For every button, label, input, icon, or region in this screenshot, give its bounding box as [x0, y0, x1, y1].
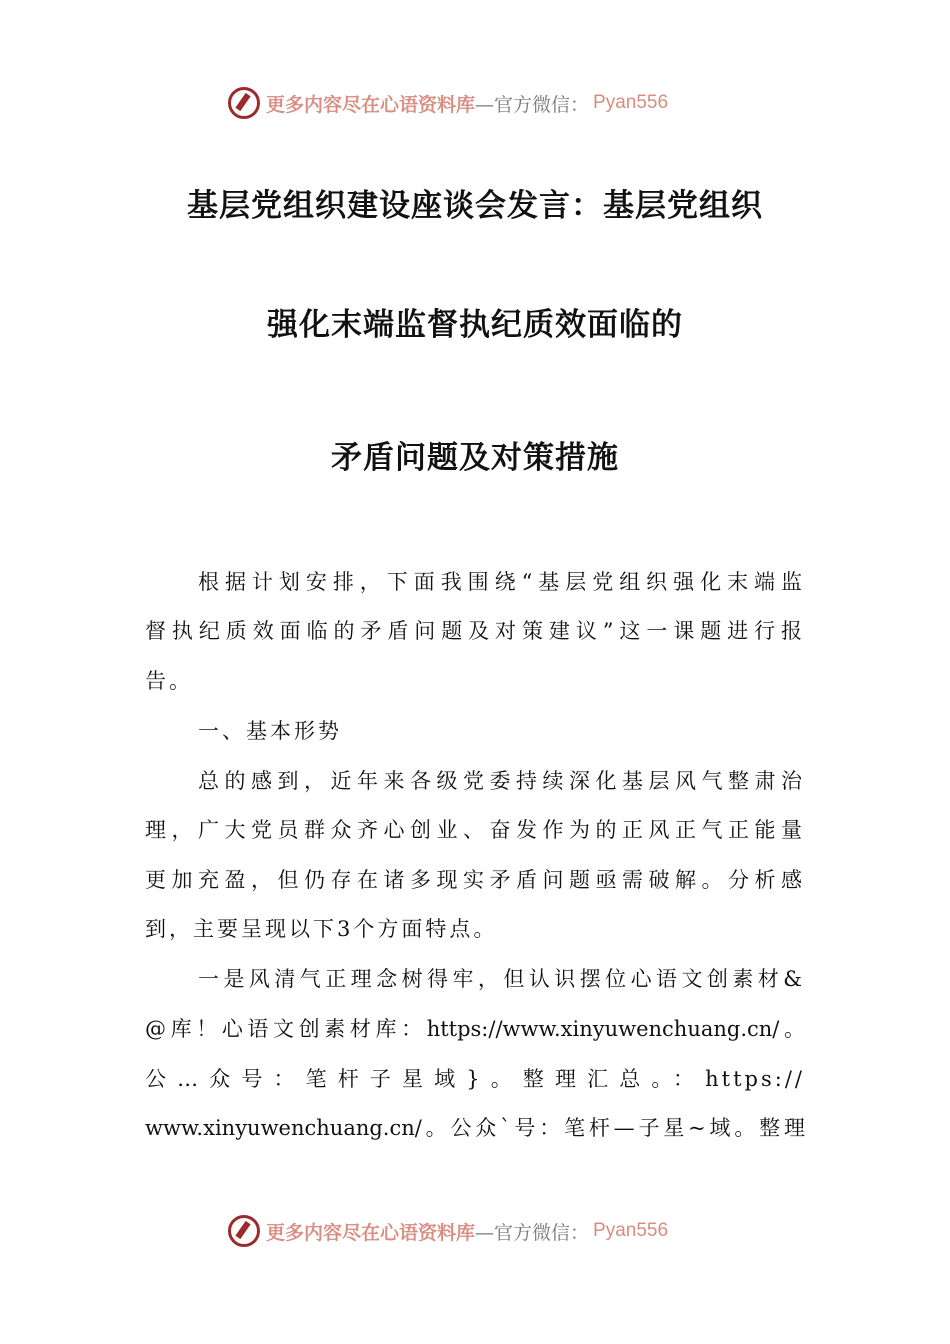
watermark-wechat-id: Pyan556 [593, 92, 669, 113]
body-line: 根据计划安排，下面我围绕“基层党组织强化末端监 [198, 570, 805, 594]
watermark-text: 更多内容尽在心语资料库 [266, 93, 476, 116]
pen-logo-icon [228, 87, 260, 119]
body-line: 总的感到，近年来各级党委持续深化基层风气整肃治 [198, 769, 805, 793]
pen-logo-icon [228, 1215, 260, 1247]
body-line: 告。 [145, 669, 193, 693]
body-line: www.xinyuwenchuang.cn/。公众`号：笔杆—子星~域。整理 [145, 1116, 805, 1140]
body-line: @库！心语文创素材库：https://www.xinyuwenchuang.cn/。 [145, 1017, 805, 1041]
title-line-1: 基层党组织建设座谈会发言：基层党组织 [187, 188, 763, 224]
title-line-2: 强化末端监督执纪质效面临的 [267, 307, 683, 343]
body-line: 督执纪质效面临的矛盾问题及对策建议”这一课题进行报 [145, 619, 805, 643]
section-heading: 一、基本形势 [198, 719, 342, 743]
watermark-wechat-label: —官方微信： [475, 1221, 590, 1244]
body-line: 公…众号：笔杆子星域}。整理汇总。：https:// [145, 1067, 805, 1091]
footer-watermark [228, 1213, 718, 1249]
body-line: 到，主要呈现以下3个方面特点。 [145, 917, 498, 941]
header-watermark [228, 85, 718, 121]
body-line: 一是风清气正理念树得牢，但认识摆位心语文创素材& [198, 967, 805, 991]
body-line: 理，广大党员群众齐心创业、奋发作为的正风正气正能量 [145, 818, 805, 842]
watermark-wechat-id: Pyan556 [593, 1220, 669, 1241]
title-line-3: 矛盾问题及对策措施 [331, 440, 619, 476]
watermark-text: 更多内容尽在心语资料库 [266, 1221, 476, 1244]
watermark-wechat-label: —官方微信： [475, 93, 590, 116]
body-line: 更加充盈，但仍存在诸多现实矛盾问题亟需破解。分析感 [145, 868, 805, 892]
